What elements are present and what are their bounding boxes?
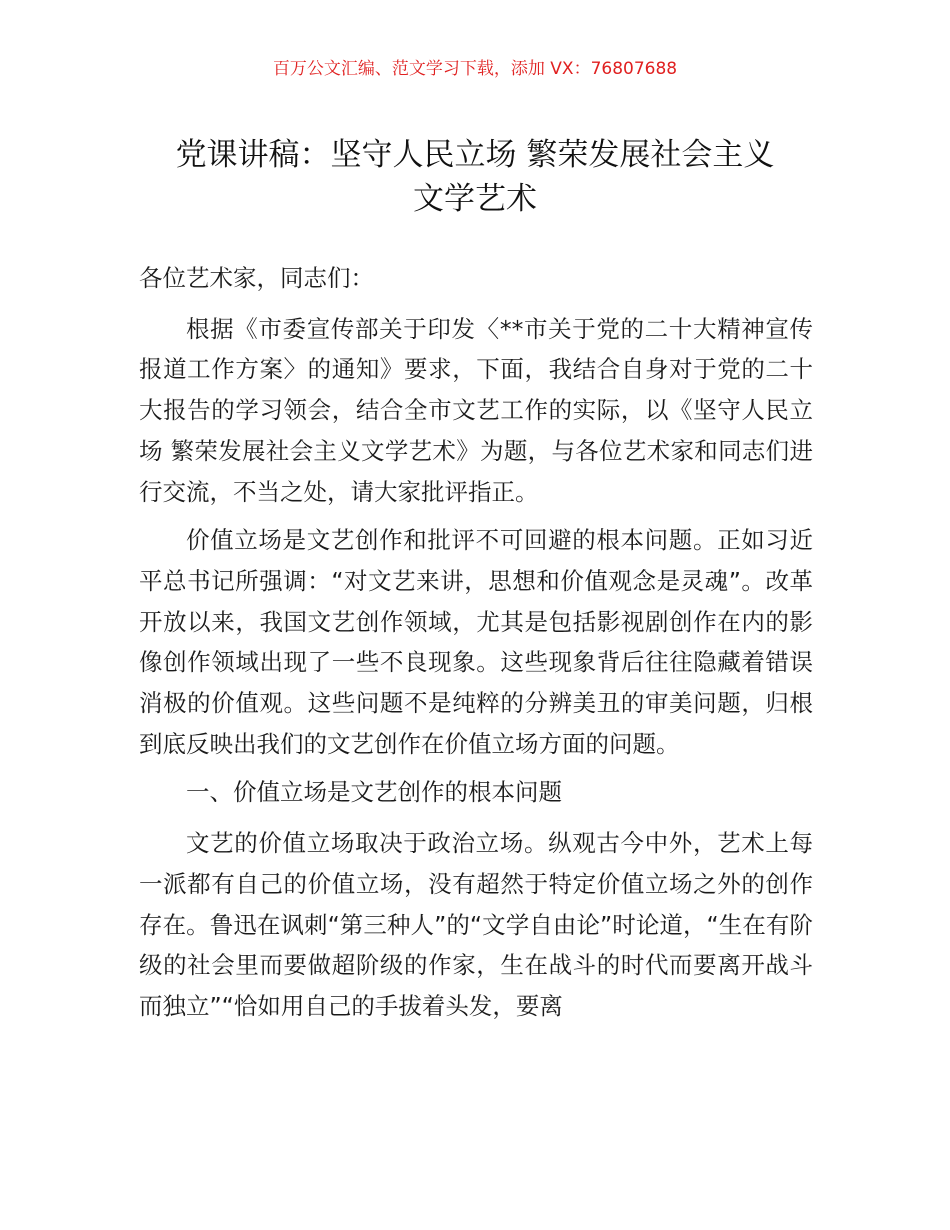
title-line-1: 党课讲稿：坚守人民立场 繁荣发展社会主义 xyxy=(175,136,775,173)
intro-paragraph: 根据《市委宣传部关于印发〈**市关于党的二十大精神宣传报道工作方案〉的通知》要求，下面，我结合自身对于党的二十大报告的学习领会，结合全市文艺工作的实际，以《坚守人民立场 繁荣发展社会主义文学艺术》为题，与各位艺术家和同志们进行交流，不当之处，请大家批评指正。 xyxy=(139,314,813,506)
section-heading: 一、价值立场是文艺创作的根本问题 xyxy=(186,778,562,807)
greeting-paragraph: 各位艺术家，同志们： xyxy=(139,264,374,292)
header-banner: 百万公文汇编、范文学习下载，添加 VX：76807688 xyxy=(272,59,678,79)
body-paragraph: 价值立场是文艺创作和批评不可回避的根本问题。正如习近平总书记所强调：“对文艺来讲，思想和价值观念是灵魂”。改革开放以来，我国文艺创作领域，尤其是包括影视剧创作在内的影像创作领域出现了一些不良现象。这些现象背后往往隐藏着错误消极的价值观。这些问题不是纯粹的分辨美丑的审美问题，归根到底反映出我们的文艺创作在价值立场方面的问题。 xyxy=(139,526,813,758)
document-title xyxy=(120,133,830,221)
body-paragraph: 文艺的价值立场取决于政治立场。纵观古今中外，艺术上每一派都有自己的价值立场，没有超然于特定价值立场之外的创作存在。鲁迅在讽刺“第三种人”的“文学自由论”时论道，“生在有阶级的社会里而要做超阶级的作家，生在战斗的时代而要离开战斗而独立”“恰如用自己的手拔着头发，要离 xyxy=(139,829,813,1020)
title-line-2: 文学艺术 xyxy=(413,180,537,217)
document-body xyxy=(139,258,813,1035)
